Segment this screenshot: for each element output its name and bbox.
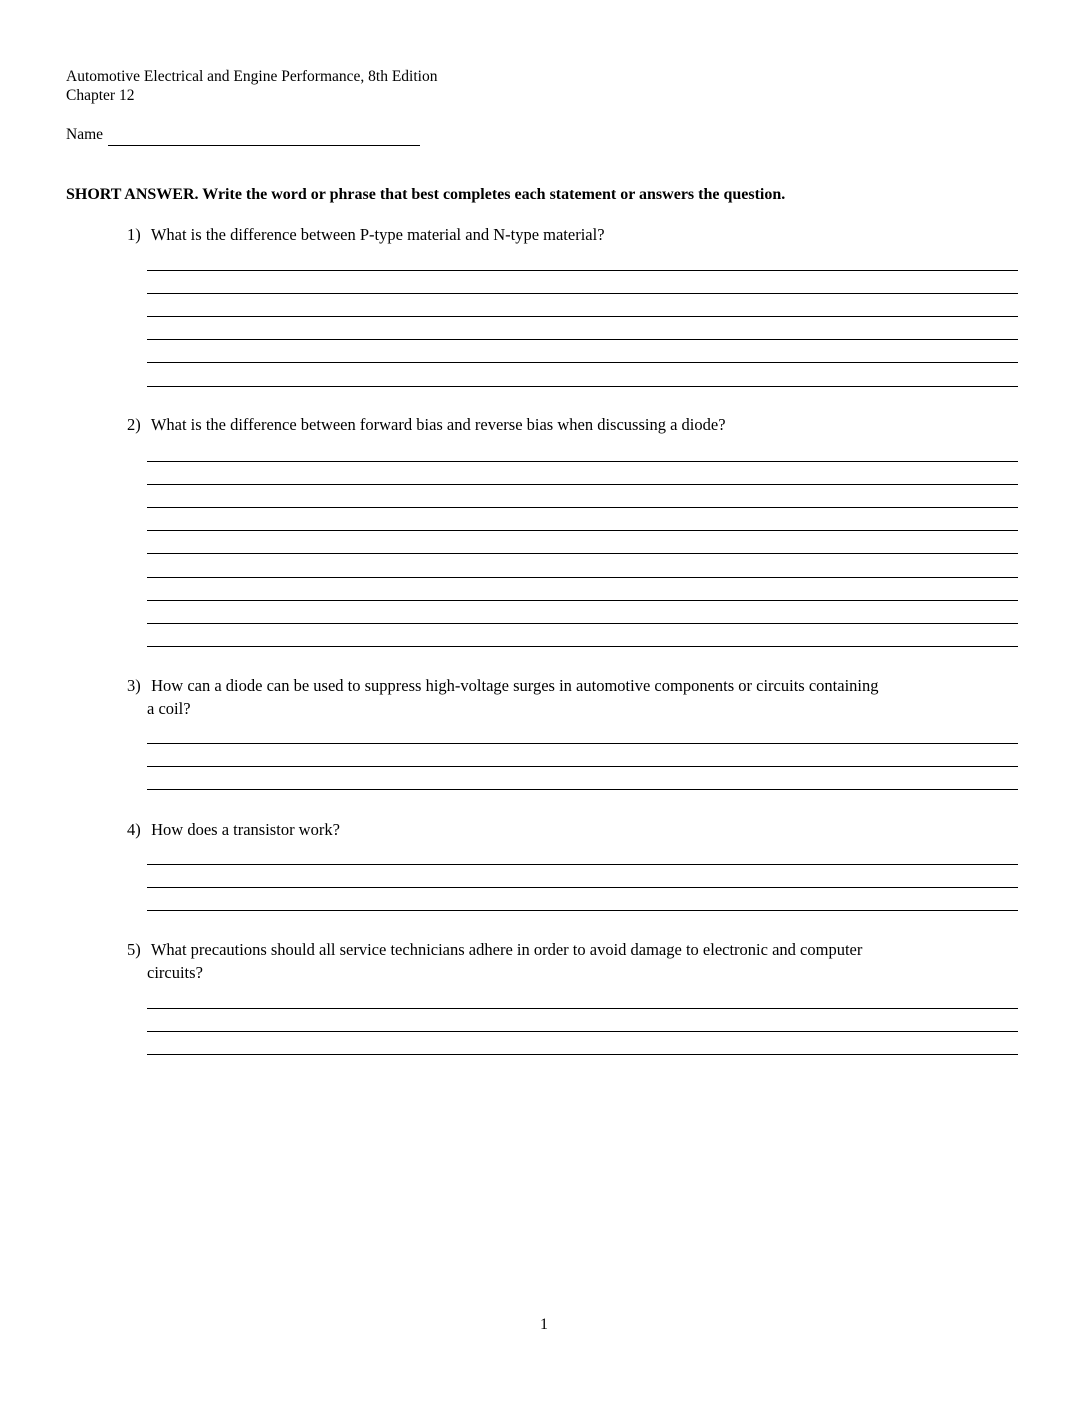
answer-line-q4[interactable] <box>147 887 1018 888</box>
question-text: What precautions should all service technicians adhere in order to avoid damage to electronic and computer <box>150 940 863 959</box>
answer-line-q1[interactable] <box>147 270 1018 271</box>
question-text: What is the difference between P-type material and N-type material? <box>150 225 605 244</box>
answer-line-q2[interactable] <box>147 600 1018 601</box>
answer-line-q2[interactable] <box>147 577 1018 578</box>
question-3 <box>127 674 879 720</box>
name-label: Name <box>66 126 104 143</box>
question-text-continued: circuits? <box>147 963 203 982</box>
answer-line-q4[interactable] <box>147 910 1018 911</box>
answer-line-q1[interactable] <box>147 386 1018 387</box>
page-number: 1 <box>540 1316 548 1333</box>
answer-line-q2[interactable] <box>147 623 1018 624</box>
question-text: How can a diode can be used to suppress high-voltage surges in automotive components or circuits containing <box>151 676 879 695</box>
answer-line-q2[interactable] <box>147 646 1018 647</box>
question-1 <box>127 223 605 246</box>
section-instructions: SHORT ANSWER. Write the word or phrase that best completes each statement or answers the question. <box>66 186 786 203</box>
answer-line-q3[interactable] <box>147 789 1018 790</box>
question-number: 4) <box>127 820 141 839</box>
question-number: 3) <box>127 676 141 695</box>
chapter-label: Chapter 12 <box>66 87 135 104</box>
answer-line-q2[interactable] <box>147 553 1018 554</box>
answer-line-q3[interactable] <box>147 766 1018 767</box>
question-4 <box>127 818 340 841</box>
answer-line-q2[interactable] <box>147 530 1018 531</box>
name-field[interactable] <box>108 145 420 146</box>
answer-line-q5[interactable] <box>147 1031 1018 1032</box>
answer-line-q2[interactable] <box>147 484 1018 485</box>
question-5 <box>127 938 862 984</box>
book-title: Automotive Electrical and Engine Performance, 8th Edition <box>66 68 438 85</box>
question-text: What is the difference between forward bias and reverse bias when discussing a diode? <box>150 415 726 434</box>
answer-line-q3[interactable] <box>147 743 1018 744</box>
question-number: 1) <box>127 225 141 244</box>
answer-line-q1[interactable] <box>147 339 1018 340</box>
answer-line-q1[interactable] <box>147 362 1018 363</box>
answer-line-q1[interactable] <box>147 316 1018 317</box>
answer-line-q2[interactable] <box>147 507 1018 508</box>
question-text: How does a transistor work? <box>151 820 340 839</box>
answer-line-q5[interactable] <box>147 1008 1018 1009</box>
question-text-continued: a coil? <box>147 699 191 718</box>
answer-line-q5[interactable] <box>147 1054 1018 1055</box>
answer-line-q4[interactable] <box>147 864 1018 865</box>
question-2 <box>127 413 726 436</box>
question-number: 2) <box>127 415 141 434</box>
answer-line-q1[interactable] <box>147 293 1018 294</box>
question-number: 5) <box>127 940 141 959</box>
answer-line-q2[interactable] <box>147 461 1018 462</box>
